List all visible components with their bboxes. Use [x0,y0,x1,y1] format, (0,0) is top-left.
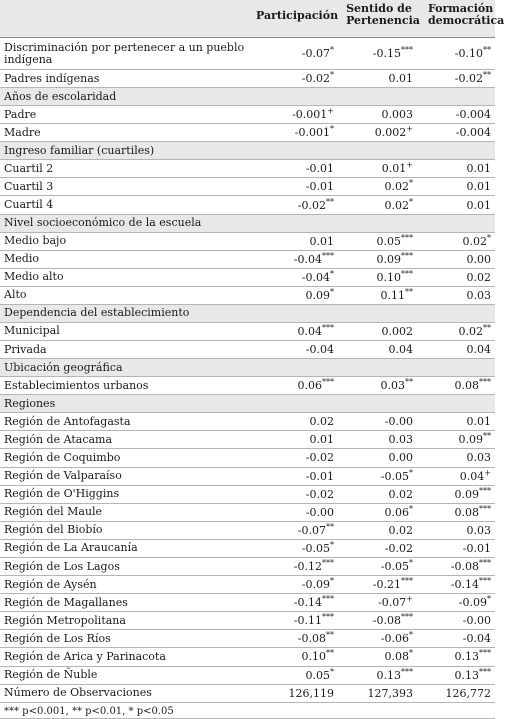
table-row [0,667,495,685]
table-row [0,287,495,305]
row-label: Región de Arica y Parinacota [4,649,166,663]
row-label: Privada [4,342,47,356]
cell-value: -0.08*** [372,612,413,628]
table-body [0,38,495,703]
section-header-row [0,395,495,413]
cell-value: 0.04*** [297,323,334,338]
table-row [0,558,495,576]
table-row [0,504,495,522]
cell-value: 126,772 [445,686,491,700]
cell-value: 0.01 [388,72,413,86]
cell-value: 0.04 [466,343,491,357]
row-label: Medio alto [4,270,64,284]
cell-value: 0.02* [384,196,413,212]
cell-value: 0.002 [381,324,413,338]
cell-value: 0.09*** [454,485,491,501]
table-row [0,341,495,359]
cell-value: 0.03 [466,451,491,465]
row-label: Cuartil 4 [4,198,54,212]
table-header [0,0,505,38]
cell-value: 0.08*** [454,377,491,393]
row-label: Alto [4,288,27,302]
cell-value: 0.13*** [454,666,491,682]
cell-value: -0.02 [305,451,334,465]
cell-value: 127,393 [367,686,413,700]
cell-value: 0.01+ [381,160,413,176]
cell-value: 0.00 [466,252,491,266]
cell-value: -0.01 [305,469,334,483]
cell-value: -0.08*** [450,558,491,574]
row-label: Región Metropolitana [4,613,126,627]
table-row [0,124,495,142]
table-row [0,431,495,449]
cell-value: 0.03 [466,288,491,302]
section-label: Nivel socioeconómico de la escuela [4,216,202,230]
row-label: Madre [4,125,41,139]
cell-value: 0.02 [309,415,334,429]
cell-value: 0.08* [384,648,413,664]
section-label: Ubicación geográfica [4,360,123,374]
row-label: Región de Aysén [4,577,97,591]
cell-value: 0.05* [305,666,334,682]
cell-value: 0.01 [466,415,491,429]
cell-value: 0.10*** [376,269,413,284]
cell-value: -0.08** [297,630,334,646]
row-label: Región de Ñuble [4,668,98,682]
header-blank [0,0,252,37]
section-header-row [0,142,495,160]
row-label: Cuartil 3 [4,179,54,193]
cell-value: 0.05*** [376,232,413,248]
cell-value: 0.06*** [297,377,334,393]
row-label: Discriminación por pertenecer a un pueblo indígena [4,40,245,66]
cell-value: -0.00 [305,505,334,519]
cell-value: 0.04 [388,343,413,357]
row-label: Región del Maule [4,505,103,519]
cell-value: 0.09* [305,287,334,302]
table-row [0,323,495,341]
cell-value: -0.01 [462,541,491,555]
cell-value: -0.07+ [378,594,413,610]
cell-value: -0.02 [305,487,334,501]
cell-value: -0.001* [294,124,334,140]
row-label: Medio [4,252,39,266]
cell-value: 0.02 [466,270,491,284]
cell-value: 0.003 [381,108,413,122]
cell-value: -0.00 [384,415,413,429]
cell-value: -0.04*** [293,251,334,266]
table-row [0,233,495,251]
table-row [0,70,495,88]
cell-value: 0.04+ [459,467,491,483]
cell-value: -0.00 [462,614,491,628]
header-formacion-democratica: Formación democrática [427,2,505,27]
cell-value: -0.15*** [372,45,413,60]
table-row [0,413,495,431]
cell-value: -0.12*** [293,558,334,574]
cell-value: -0.02* [301,70,334,86]
row-label: Región de Antofagasta [4,414,131,428]
cell-value: -0.11*** [293,612,334,628]
header-participacion: Participación [256,9,339,22]
row-label: Región de Los Lagos [4,559,120,573]
section-label: Dependencia del establecimiento [4,306,190,320]
cell-value: 0.08*** [454,504,491,519]
row-label: Región de Magallanes [4,595,128,609]
cell-value: 0.002+ [374,124,413,140]
table-row [0,468,495,486]
row-label: Región de Valparaíso [4,469,122,483]
table-row [0,522,495,540]
cell-value: 0.01 [466,198,491,212]
cell-value: -0.004 [455,108,491,122]
section-header-row [0,88,495,106]
header-sentido-pertenencia: Sentido de Pertenencia [346,2,420,27]
row-label: Municipal [4,324,60,338]
row-label: Región del Biobío [4,523,103,537]
table-row [0,269,495,287]
cell-value: -0.14*** [450,576,491,592]
row-label: Establecimientos urbanos [4,378,149,392]
cell-value: -0.001+ [292,106,334,122]
row-label: Padre [4,107,37,121]
table-row [0,251,495,269]
table-row [0,540,495,558]
cell-value: 0.02* [384,178,413,194]
cell-value: -0.14*** [293,594,334,610]
table-row [0,38,495,70]
table-row [0,648,495,666]
section-label: Años de escolaridad [4,89,117,103]
row-label: Medio bajo [4,234,67,248]
cell-value: 0.09** [458,431,491,447]
row-label: Número de Observaciones [4,686,152,700]
table-row [0,196,495,214]
cell-value: -0.07* [301,45,334,60]
table-row [0,630,495,648]
cell-value: -0.21*** [372,576,413,592]
cell-value: 0.01 [309,234,334,248]
cell-value: -0.06* [380,630,413,646]
table-row [0,160,495,178]
cell-value: 0.02 [388,523,413,537]
table-row [0,377,495,395]
cell-value: 0.01 [466,162,491,176]
cell-value: 0.03 [388,433,413,447]
cell-value: -0.02** [297,196,334,212]
cell-value: 0.02* [462,232,491,248]
significance-footnote: *** p<0.001, ** p<0.01, * p<0.05 [0,703,495,719]
cell-value: 0.00 [388,451,413,465]
cell-value: -0.04 [305,343,334,357]
table-row [0,178,495,196]
row-label: Región de O'Higgins [4,487,120,501]
row-label: Padres indígenas [4,71,100,85]
cell-value: 0.01 [466,180,491,194]
table-row [0,576,495,594]
cell-value: 126,119 [288,686,334,700]
section-header-row [0,215,495,233]
cell-value: -0.01 [305,162,334,176]
cell-value: -0.04 [462,632,491,646]
section-header-row [0,359,495,377]
cell-value: 0.06* [384,504,413,519]
section-header-row [0,305,495,323]
cell-value: -0.05* [380,467,413,483]
row-label: Región de Coquimbo [4,450,121,464]
cell-value: -0.04* [301,269,334,284]
table-row [0,486,495,504]
section-label: Regiones [4,396,56,410]
cell-value: 0.02** [458,323,491,338]
cell-value: 0.03** [380,377,413,393]
cell-value: 0.13*** [376,666,413,682]
cell-value: -0.10** [454,45,491,60]
table-row [0,594,495,612]
cell-value: -0.07** [297,522,334,537]
cell-value: -0.004 [455,126,491,140]
cell-value: 0.03 [466,523,491,537]
table-row [0,449,495,467]
row-label: Región de Atacama [4,432,113,446]
cell-value: -0.02 [384,541,413,555]
table-row [0,612,495,630]
cell-value: 0.13*** [454,648,491,664]
cell-value: -0.09* [458,594,491,610]
cell-value: -0.05* [301,540,334,555]
table-row [0,685,495,703]
cell-value: 0.02 [388,487,413,501]
row-label: Región de Los Ríos [4,631,111,645]
row-label: Cuartil 2 [4,161,54,175]
cell-value: 0.01 [309,433,334,447]
cell-value: 0.09*** [376,251,413,266]
section-label: Ingreso familiar (cuartiles) [4,143,155,157]
cell-value: -0.09* [301,576,334,592]
cell-value: -0.01 [305,180,334,194]
cell-value: 0.11** [380,287,413,302]
cell-value: -0.05* [380,558,413,574]
row-label: Región de La Araucanía [4,541,138,555]
cell-value: 0.10** [301,648,334,664]
cell-value: -0.02** [454,70,491,86]
table-row [0,106,495,124]
